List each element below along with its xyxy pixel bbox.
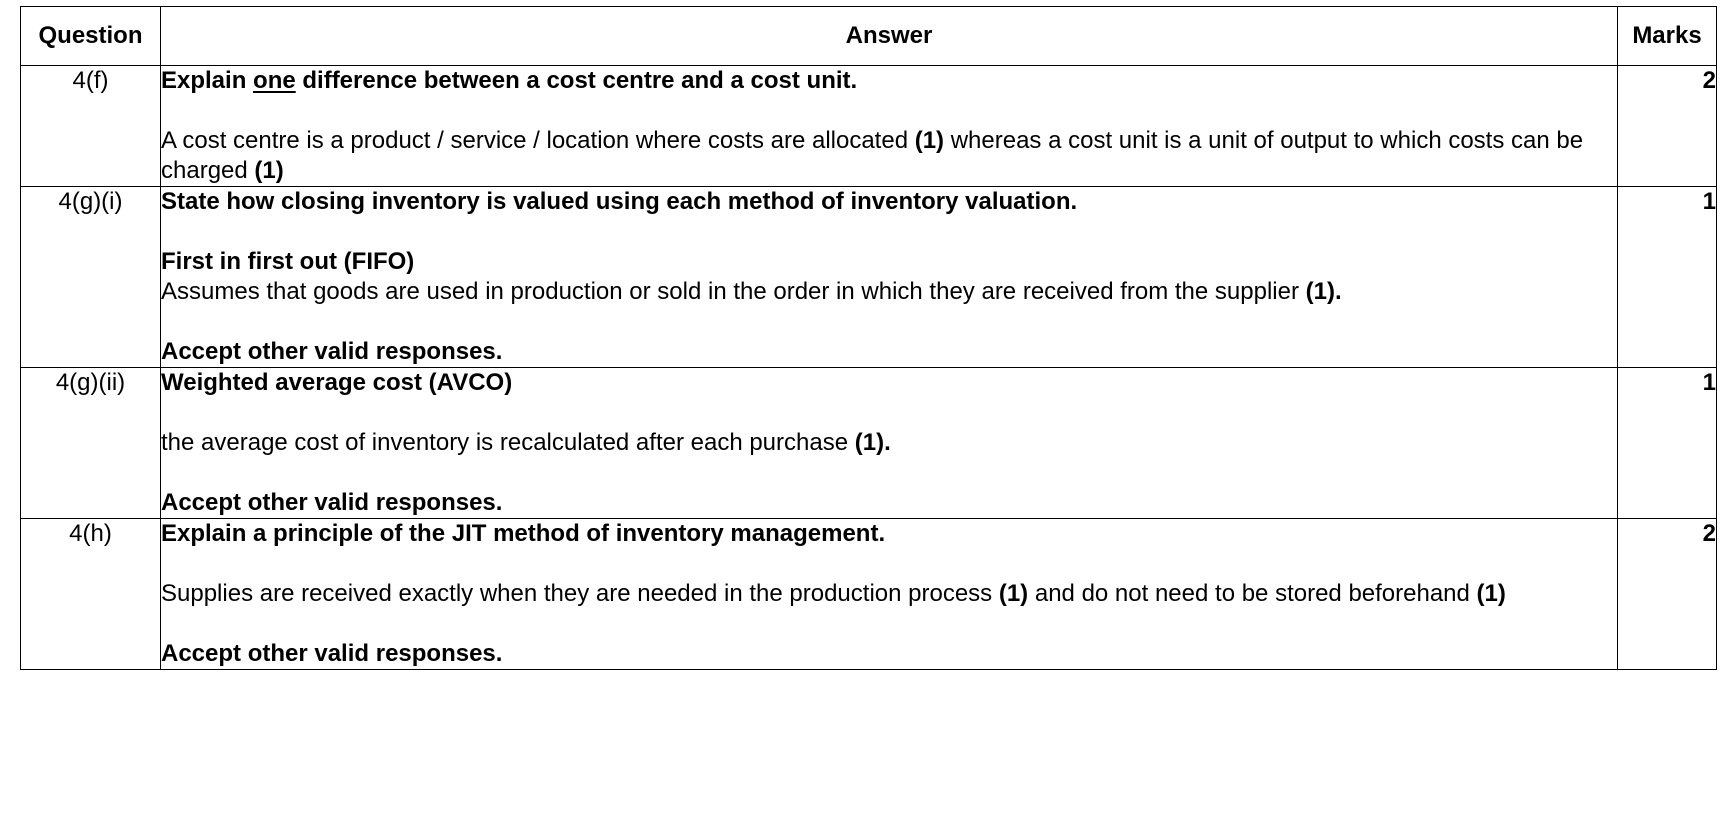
question-prompt: Explain a principle of the JIT method of inventory management. [161, 520, 886, 547]
marks-column-header: Marks [1618, 7, 1717, 66]
mark-indicator: (1) [914, 127, 945, 154]
mark-indicator: (1) [998, 580, 1029, 607]
method-title: Weighted average cost (AVCO) [161, 369, 513, 396]
marks-value: 1 [1618, 187, 1717, 368]
mark-indicator: (1). [1305, 278, 1342, 305]
table-row [21, 66, 1717, 187]
answer-cell [161, 519, 1618, 670]
answer-cell [161, 368, 1618, 519]
marks-value: 2 [1618, 519, 1717, 670]
mark-scheme-table [20, 6, 1717, 670]
question-number: 4(g)(ii) [21, 368, 161, 519]
mark-indicator: (1) [254, 157, 284, 184]
question-number: 4(g)(i) [21, 187, 161, 368]
marks-value: 1 [1618, 368, 1717, 519]
question-prompt: Explain one difference between a cost centre and a cost unit. [161, 67, 858, 94]
table-row [21, 368, 1717, 519]
mark-indicator: (1) [1476, 580, 1506, 607]
answer-text: Assumes that goods are used in production or sold in the order in which they are received from the supplier (1). [161, 278, 1342, 305]
mark-indicator: (1). [854, 429, 891, 456]
table-row [21, 519, 1717, 670]
answer-text: the average cost of inventory is recalculated after each purchase (1). [161, 429, 891, 456]
table-row [21, 187, 1717, 368]
header-row [21, 7, 1717, 66]
method-title: First in first out (FIFO) [161, 248, 415, 275]
answer-cell [161, 187, 1618, 368]
question-prompt: State how closing inventory is valued using each method of inventory valuation. [161, 188, 1078, 215]
accept-note: Accept other valid responses. [161, 338, 503, 365]
question-number: 4(h) [21, 519, 161, 670]
accept-note: Accept other valid responses. [161, 640, 503, 667]
question-number: 4(f) [21, 66, 161, 187]
answer-text: A cost centre is a product / service / location where costs are allocated (1) whereas a cost unit is a unit of output to which costs can be charged (1) [161, 127, 1584, 184]
question-column-header: Question [21, 7, 161, 66]
marks-value: 2 [1618, 66, 1717, 187]
emphasis-underlined: one [253, 67, 296, 94]
answer-text: Supplies are received exactly when they are needed in the production process (1) and do not need to be stored beforehand (1) [161, 580, 1506, 607]
accept-note: Accept other valid responses. [161, 489, 503, 516]
answer-cell [161, 66, 1618, 187]
answer-column-header: Answer [161, 7, 1618, 66]
